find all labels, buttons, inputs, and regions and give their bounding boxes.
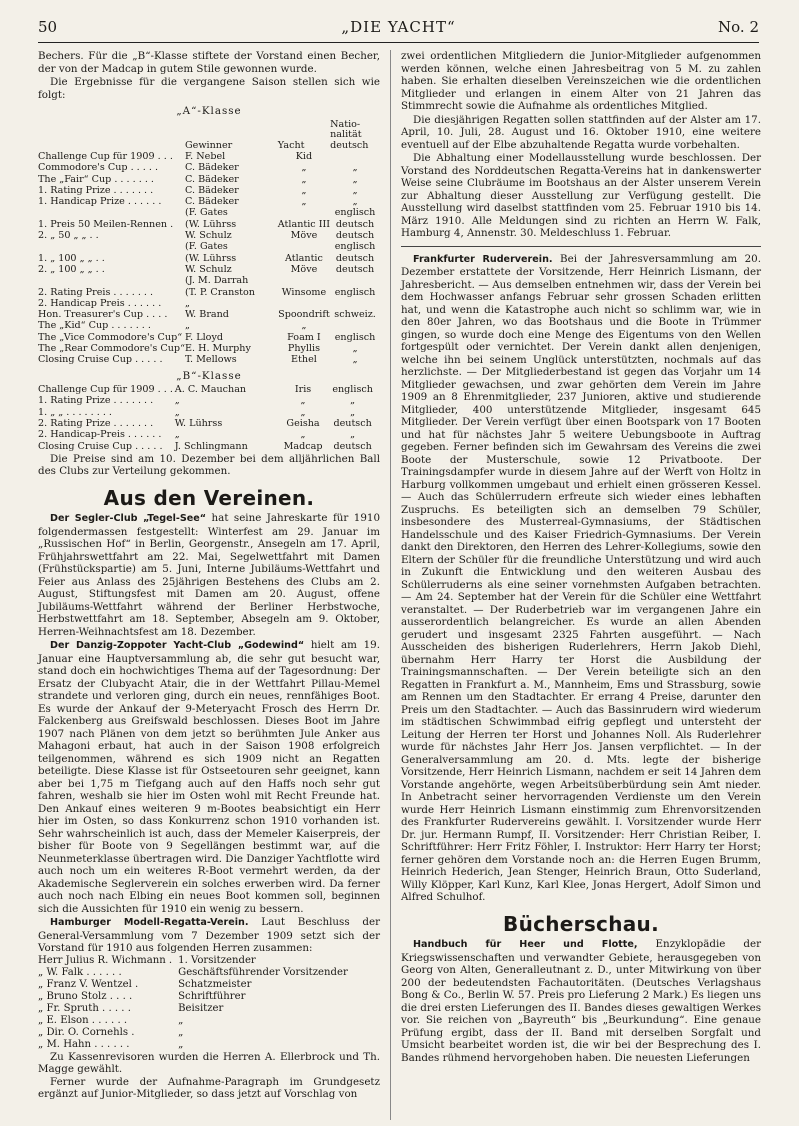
header-nation: Natio- nalität deutsch — [330, 118, 369, 151]
section-heading-buecherschau: Bücherschau. — [503, 911, 659, 936]
nationality: englisch — [334, 207, 376, 219]
board-member-role: „ — [178, 1038, 184, 1050]
race-name: Closing Cruise Cup . . . . . — [38, 440, 163, 452]
result-row — [38, 441, 380, 452]
winner-name: T. Mellows — [184, 354, 237, 366]
nationality — [330, 320, 380, 331]
tegel-club-name: Der Segler-Club „Tegel-See“ — [50, 513, 207, 525]
nationality: „ — [352, 184, 358, 196]
result-row — [38, 253, 380, 264]
tegel-text: hat seine Jahreskarte für 1910 folgendermassen festgestellt: Winterfest am 29. Januar im „Russischen Hof“ in Berlin, Georgenstr., Ansegeln am 17. April, Frühjahrswettfahrt am 22. Mai, Segelwettfahrt mit Damen (Frühstückspartie) am 5. Juni, Interne Jubiläums-Wettfahrt und Feier aus Anlass des 25jährigen Bestehens des Clubs am 2. August, Stiftungsfest mit Damen am 20. August, offene Jubiläums-Wettfahrt während der Berliner Herbstwoche, Herbstwettfahrt am 18. September, Absegeln am 9. Oktober, Herren-Weihnachtsfest am 18. Dezember. — [38, 512, 380, 638]
result-row — [38, 298, 380, 309]
result-row — [38, 343, 380, 354]
race-name: The „Vice Commodore's Cup“ — [38, 331, 183, 343]
winner-name: C. Bädeker — [184, 184, 239, 196]
result-row — [38, 219, 380, 230]
result-row — [38, 207, 380, 218]
nationality: schweiz. — [334, 309, 376, 321]
nationality — [330, 151, 380, 162]
frankfurt-paragraph — [401, 253, 761, 904]
race-name: 2. Handicap-Preis . . . . . . — [38, 429, 162, 441]
nationality: deutsch — [333, 418, 372, 430]
board-member-role: 1. Vorsitzender — [178, 954, 256, 966]
result-row — [38, 384, 380, 395]
issue-number: No. 2 — [718, 18, 759, 36]
yacht-name: „ — [301, 162, 307, 174]
nationality: „ — [350, 395, 356, 407]
yacht-name: Spoondrift — [278, 309, 330, 321]
nationality: englisch — [334, 241, 376, 253]
header-rule — [38, 42, 759, 43]
frankfurt-text: Bei der Jahresversammlung am 20. Dezember erstattete der Vorsitzende, Herr Heinrich Lismann, der Jahresbericht. — Aus demselben entnehmen wir, dass der Verein bei dem Hochwasser anfangs Februar sehr grossen Schaden erlitten hat, und wenn die Katastrophe auch nicht so schlimm war, wie in den 80er Jahren, wo das Bootshaus und die Boote in Trümmer gingen, so wurde doch eine Menge des Eigentums von den Wellen fortgespült oder vernichtet. Der Verein dankt allen denjenigen, welche ihn bei seinem Unglück unterstützten, nochmals auf das herzlichste. — Der Mitgliederbestand ist gegen das Vorjahr um 14 Mitglieder gewachsen, und zwar gehörten dem Verein im Jahre 1909 an 8 Ehrenmitglieder, 237 Junioren, aktive und studierende Mitglieder, 400 unterstützende Mitglieder, insgesamt 645 Mitglieder. Der Verein verfügt über einen Bootspark von 17 Booten und hat für nächstes Jahr 5 weitere Uebungsboote in Auftrag gegeben. Ferner befinden sich im Gewahrsam des Vereins die zwei Boote der Musterschule, sowie 12 Privatboote. Der Trainingsdampfer wurde in diesem Jahre auf der Werft von Holtz in Harburg vollkommen umgebaut und erhielt einen grösseren Kessel. — Auch das Schülerrudern erfreute sich wieder eines lebhaften Zuspruchs. Es beteiligten sich an demselben 79 Schüler, insbesondere des Musterreal-Gymnasiums, der Städtischen Handelsschule und des Kaiser Friedrich-Gymnasiums. Der Verein dankt den Direktoren, den Herren des Lehrer-Kollegiums, sowie den Eltern der Schüler für die freundliche Unterstützung und wird auch in Zukunft die Entwicklung und den weiteren Ausbau des Schülerruderns als eine seiner vornehmsten Aufgaben betrachten. — Am 24. September hat der Verein für die Schüler eine Wettfahrt veranstaltet. — Der Ruderbetrieb war im vergangenen Jahre ein ausserordentlich belangreicher. Es wurde an allen Abenden gerudert und insgesamt 2325 Fahrten ausgeführt. — Nach Ausscheiden des bisherigen Ruderlehrers, Herrn Jakob Diehl, übernahm Herr Harry ter Horst die Ausbildung der Trainingsmannschaften. — Der Verein beteiligte sich an den Regatten in Frankfurt a. M., Mannheim, Ems und Strassburg, sowie am Rennen um den Stadtachter. Er errang 4 Preise, darunter den Preis um den Stadtachter. — Auch das Bassinrudern wird wiederum im städtischen Schwimmbad eifrig gepflegt und untersteht der Leitung der Herren ter Horst und Johannes Noll. Als Ruderlehrer wurde für nächstes Jahr Herr Jos. Jansen verpflichtet. — In der Generalversammlung am 20. d. Mts. legte der bisherige Vorsitzende, Herr Heinrich Lismann, nachdem er seit 14 Jahren dem Vorstande angehörte, wegen Arbeitsüberbürdung sein Amt nieder. In Anbetracht seiner hervorragenden Verdienste um den Verein wurde Herr Heinrich Lismann einstimmig zum Ehrenvorsitzenden des Frankfurter Rudervereins gewählt. I. Vorsitzender wurde Herr Dr. jur. Hermann Rumpf, II. Vorsitzender: Herr Christian Reiber, I. Schriftführer: Herr Fritz Föhler, I. Instruktor: Herr Harry ter Horst; ferner gehören dem Vorstande noch an: die Herren Eugen Brumm, Heinrich Hederich, Jean Stenger, Heinrich Braun, Otto Suderland, Willy Klöpper, Karl Kunz, Karl Klee, Jonas Hergert, Adolf Simon und Alfred Schulhof. — [401, 252, 761, 903]
winner-name: (W. Lührss — [184, 252, 237, 264]
nationality: deutsch — [335, 218, 375, 230]
page-number: 50 — [38, 18, 58, 36]
board-member-row — [38, 967, 354, 979]
handbuch-text: Enzyklopädie der Kriegswissenschaften und verwandter Gebiete, herausgegeben von Georg von Alten, Generalleutnant z. D., unter Mitwirkung von über 200 der bedeutendsten Fachautoritäten. (Deutsches Verlagshaus Bong & Co., Berlin W. 57. Preis pro Lieferung 2 Mark.) Es liegen uns die drei ersten Lieferungen des II. Bandes dieses gewaltigen Werkes vor. Sie reichen von „Bayreuth“ bis „Beurkundung“. Eine genaue Prüfung ergibt, dass der II. Band mit derselben Sorgfalt und Umsicht bearbeitet worden ist, die wir bei der Besprechung des I. Bandes rühmend hervorgehoben haben. Die neuesten Lieferungen — [401, 938, 761, 1064]
board-member-row — [38, 1027, 354, 1039]
winner-name: „ — [174, 406, 180, 418]
class-b-title: „B“-Klasse — [176, 369, 242, 382]
result-row — [38, 320, 380, 331]
race-name: The „Rear Commodore's Cup“ — [38, 343, 185, 355]
board-body — [38, 955, 354, 1051]
result-row — [38, 309, 380, 320]
yacht-name: „ — [300, 395, 306, 407]
yacht-name: Möve — [290, 230, 318, 242]
winner-name: F. Nebel — [184, 151, 226, 162]
board-member-row — [38, 1039, 354, 1051]
yacht-name — [278, 298, 330, 309]
winner-name: W. Schulz — [184, 230, 232, 242]
board-member-name: „ Bruno Stolz . . . . — [38, 990, 133, 1002]
class-a-title: „A“-Klasse — [176, 105, 242, 117]
handbuch-title: Handbuch für Heer und Flotte, — [413, 939, 638, 950]
prize-closing-paragraph: Die Preise sind am 10. Dezember bei dem alljährlichen Ball des Clubs zur Verteilung gekommen. — [38, 452, 380, 478]
race-name: 2. Rating Prize . . . . . . . — [38, 418, 154, 430]
nationality: „ — [352, 343, 358, 355]
board-member-row — [38, 979, 354, 991]
model-exhibition-paragraph: Die Abhaltung einer Modellausstellung wurde beschlossen. Der Vorstand des Norddeutschen Regatta-Vereins hat in dankenswerter Weise seine Clubräume im Bootshaus an der Alster unserem Verein zur Abhaltung dieser Ausstellung zur Verfügung gestellt. Die Ausstellung wird daselbst stattfinden vom 25. Februar 1910 bis 14. März 1910. Alle Meldungen sind zu richten an Herrn W. Falk, Hamburg 4, Annenstr. 30. Meldeschluss 1. Februar. — [401, 152, 761, 239]
column-divider — [390, 50, 391, 1120]
winner-name: C. Bädeker — [184, 162, 239, 174]
nationality: „ — [350, 406, 356, 418]
result-row — [38, 230, 380, 241]
yacht-name — [278, 275, 330, 286]
result-row — [38, 196, 380, 207]
race-name: 2. „ 50 „ „ . . — [38, 230, 99, 242]
class-b-body — [38, 384, 380, 452]
nationality: englisch — [334, 331, 376, 343]
yacht-name: Atlantic — [285, 252, 323, 264]
hamburg-club-name: Hamburger Modell-Regatta-Verein. — [50, 917, 249, 929]
nationality: „ — [352, 162, 358, 174]
board-member-row — [38, 991, 354, 1003]
yacht-name: „ — [301, 196, 307, 208]
results-intro: Die Ergebnisse für die vergangene Saison stellen sich wie folgt: — [38, 76, 380, 101]
yacht-name: Möve — [290, 263, 318, 275]
race-name: 1. „ „ . . . . . . . . — [38, 406, 112, 418]
board-member-name: „ W. Falk . . . . . . — [38, 966, 122, 978]
race-name — [38, 241, 185, 252]
left-column — [38, 50, 380, 1101]
regatta-dates-paragraph: Die diesjährigen Regatten sollen stattfinden auf der Alster am 17. April, 10. Juli, 28. August und 16. Oktober 1910, eine weitere eventuell auf der Elbe abzuhaltende Regatta wurde vorbehalten. — [401, 113, 761, 151]
board-member-name: „ E. Elson . . . . . . — [38, 1014, 128, 1026]
board-member-name: Herr Julius R. Wichmann . — [38, 954, 173, 966]
nationality: deutsch — [335, 252, 375, 264]
class-a-results-table — [38, 120, 380, 366]
right-column — [401, 50, 761, 1064]
page-header — [38, 18, 759, 42]
danzig-paragraph — [38, 639, 380, 915]
result-row — [38, 354, 380, 365]
winner-name: (J. M. Darrah — [184, 275, 249, 287]
winner-name: W. Lührss — [174, 418, 223, 430]
danzig-text: hielt am 19. Januar eine Hauptversammlung ab, die sehr gut besucht war, stand doch ein hochwichtiges Thema auf der Tagesordnung: Der Ersatz der Clubyacht Atair, die in der Wettfahrt Pillau-Memel strandete und verloren ging, durch ein neues, rennfähiges Boot. Es wurde der Ankauf der 9-Meteryacht Frosch des Herrn Dr. Falckenberg aus Greifswald beschlossen. Dieses Boot im Jahre 1907 nach Plänen von dem jetzt so berühmten Jule Anker aus Mahagoni erbaut, hat auch in der Saison 1908 erfolgreich teilgenommen, während es sich 1909 nicht an Regatten beteiligte. Diese Klasse ist für Ostseetouren sehr geeignet, kann aber bei 1,75 m Tiefgang auch auf den Haffs noch sehr gut fahren, weshalb sie hier im Osten wohl mit Recht Freunde hat. Den Ankauf eines weiteren 9 m-Bootes beabsichtigt ein Herr hier im Osten, so dass Konkurrenz schon 1910 vorhanden ist. Sehr wahrscheinlich ist auch, dass der Memeler Kaiserpreis, der bisher für Boote von 9 Segellängen bestimmt war, auf die Neunmeterklasse übertragen wird. Die Danziger Yachtflotte wird auch noch um ein weiteres R-Boot vermehrt werden, da der Akademische Seglerverein ein solches erwerben wird. Da ferner auch noch nach Elbing ein neues Boot kommen soll, beginnen sich die Aussichten für 1910 ein wenig zu bessern. — [38, 639, 380, 915]
yacht-name: Winsome — [281, 286, 327, 298]
nationality: „ — [352, 173, 358, 185]
result-row — [38, 418, 380, 429]
header-race — [38, 120, 185, 152]
winner-name: W. Brand — [184, 309, 229, 321]
yacht-name: „ — [301, 184, 307, 196]
result-row — [38, 429, 380, 440]
winner-name: (W. Lührss — [184, 218, 237, 230]
race-name: 1. Preis 50 Meilen-Rennen . — [38, 218, 174, 230]
winner-name: „ — [184, 297, 190, 309]
yacht-name: „ — [301, 320, 307, 332]
board-member-name: „ Dir. O. Cornehls . — [38, 1026, 135, 1038]
race-name: Hon. Treasurer's Cup . . . . — [38, 309, 168, 321]
intro-paragraph: Bechers. Für die „B“-Klasse stiftete der Vorstand einen Becher, der von der Madcap in gutem Stile gewonnen wurde. — [38, 50, 380, 75]
race-name: The „Kid“ Cup . . . . . . . — [38, 320, 151, 332]
board-member-role: Beisitzer — [178, 1002, 224, 1014]
header-winner: Gewinner — [184, 139, 233, 151]
board-member-role: „ — [178, 1026, 184, 1038]
results-header-row — [38, 120, 380, 152]
winner-name: (F. Gates — [184, 241, 228, 253]
race-name: Challenge Cup für 1909 . . . — [38, 151, 173, 162]
result-row — [38, 395, 380, 406]
board-member-role: Schatzmeister — [178, 978, 252, 990]
yacht-name: „ — [301, 173, 307, 185]
nationality: „ — [352, 196, 358, 208]
yacht-name: „ — [300, 406, 306, 418]
result-row — [38, 241, 380, 252]
yacht-name: Foam I — [287, 331, 321, 343]
board-member-role: Geschäftsführender Vorsitzender — [178, 966, 348, 978]
nationality: „ — [350, 429, 356, 441]
race-name: 1. Handicap Prize . . . . . . — [38, 196, 162, 208]
winner-name: F. Lloyd — [184, 331, 224, 343]
yacht-name — [278, 241, 330, 252]
nationality — [330, 275, 380, 286]
hamburg-paragraph — [38, 916, 380, 955]
race-name: 2. Handicap Preis . . . . . . — [38, 297, 162, 309]
winner-name: A. C. Mauchan — [174, 384, 247, 396]
result-row — [38, 275, 380, 286]
frankfurt-club-name: Frankfurter Ruderverein. — [413, 253, 553, 265]
race-name: The „Fair“ Cup . . . . . . . — [38, 173, 154, 185]
header-yacht: Yacht — [277, 139, 305, 151]
winner-name: „ — [184, 320, 190, 332]
yacht-name — [278, 207, 330, 218]
result-row — [38, 407, 380, 418]
board-member-name: „ Franz V. Wentzel . — [38, 978, 139, 990]
yacht-name: Ethel — [291, 354, 317, 366]
winner-name: (T. P. Cranston — [184, 286, 255, 298]
hamburg-text: Laut Beschluss der General-Versammlung vom 7 Dezember 1909 setzt sich der Vorstand für 1910 aus folgenden Herren zusammen: — [38, 916, 380, 955]
result-row — [38, 174, 380, 185]
journal-title: „DIE YACHT“ — [341, 18, 456, 36]
yacht-name: Kid — [295, 151, 313, 162]
yacht-name: Geisha — [286, 418, 320, 430]
section-heading-vereine: Aus den Vereinen. — [103, 485, 315, 510]
result-row — [38, 264, 380, 275]
race-name: 2. Rating Preis . . . . . . . — [38, 286, 154, 298]
race-name: Challenge Cup für 1909 . . . — [38, 384, 173, 396]
result-row — [38, 332, 380, 343]
yacht-name: Madcap — [283, 440, 323, 452]
race-name: Commodore's Cup . . . . . — [38, 162, 159, 174]
board-member-name: „ Fr. Spruth . . . . . — [38, 1002, 131, 1014]
race-name: 2. „ 100 „ „ . . — [38, 263, 105, 275]
board-member-role: „ — [178, 1014, 184, 1026]
class-b-results-table — [38, 384, 380, 452]
nationality: deutsch — [335, 263, 375, 275]
handbuch-paragraph — [401, 938, 761, 1064]
result-row — [38, 185, 380, 196]
yacht-name: Atlantic III — [277, 218, 331, 230]
board-member-row — [38, 955, 354, 967]
yacht-name: „ — [300, 429, 306, 441]
race-name: 1. „ 100 „ „ . . — [38, 252, 105, 264]
yacht-name: Iris — [294, 384, 312, 396]
class-a-body — [38, 151, 380, 366]
board-member-row — [38, 1015, 354, 1027]
winner-name: (F. Gates — [184, 207, 228, 219]
junior-members-paragraph: zwei ordentlichen Mitgliedern die Junior-Mitglieder aufgenommen werden können, welche einen Jahresbeitrag von 5 M. zu zahlen haben. Sie erhalten dieselben Vereinszeichen wie die ordentlichen Mitglieder und erlangen in einem Alter von 21 Jahren das Stimmrecht sowie die Aufnahme als ordentliches Mitglied. — [401, 50, 761, 112]
winner-name: W. Schulz — [184, 263, 232, 275]
race-name: Closing Cruise Cup . . . . . — [38, 354, 163, 366]
winner-name: C. Bädeker — [184, 196, 239, 208]
hamburg-amendment: Ferner wurde der Aufnahme-Paragraph im Grundgesetz ergänzt auf Junior-Mitglieder, so dass jetzt auf Vorschlag von — [38, 1075, 380, 1101]
winner-name: J. Schlingmann — [174, 440, 248, 452]
board-member-role: Schriftführer — [178, 990, 246, 1002]
tegel-paragraph — [38, 512, 380, 638]
result-row — [38, 162, 380, 173]
nationality — [330, 298, 380, 309]
nationality: englisch — [334, 286, 376, 298]
nationality: englisch — [332, 384, 373, 396]
race-name: 1. Rating Prize . . . . . . . — [38, 184, 154, 196]
winner-name: „ — [174, 429, 180, 441]
nationality: deutsch — [335, 230, 375, 242]
winner-name: „ — [174, 395, 180, 407]
nationality: deutsch — [333, 440, 372, 452]
race-name: 1. Rating Prize . . . . . . . — [38, 395, 154, 407]
board-member-row — [38, 1003, 354, 1015]
hamburg-board-table — [38, 955, 354, 1051]
board-member-name: „ M. Hahn . . . . . . — [38, 1038, 130, 1050]
winner-name: E. H. Murphy — [184, 343, 251, 355]
result-row — [38, 287, 380, 298]
section-separator — [401, 246, 761, 247]
race-name — [38, 207, 185, 218]
yacht-name: Phyllis — [287, 343, 321, 355]
winner-name: C. Bädeker — [184, 173, 239, 185]
danzig-club-name: Der Danzig-Zoppoter Yacht-Club „Godewind“ — [50, 640, 305, 652]
nationality: „ — [352, 354, 358, 366]
result-row — [38, 151, 380, 162]
hamburg-auditors: Zu Kassenrevisoren wurden die Herren A. Ellerbrock und Th. Magge gewählt. — [38, 1050, 380, 1076]
race-name — [38, 275, 185, 286]
